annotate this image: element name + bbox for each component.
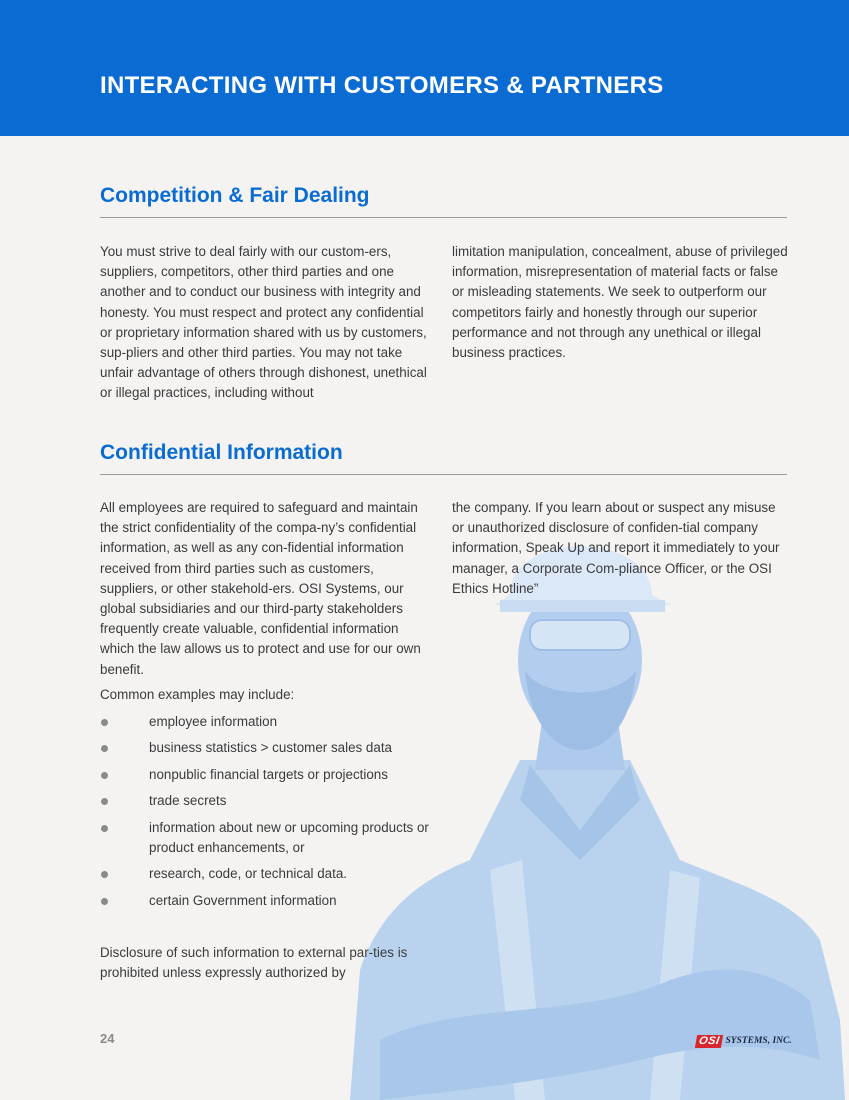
list-item: certain Government information bbox=[100, 891, 440, 911]
section-divider bbox=[100, 217, 787, 218]
confidential-text-right: the company. If you learn about or suspect any misuse or unauthorized disclosure of confiden-tial company information, Speak Up and report it immediately to your manager, a Corporate Com-pliance Officer, or the OSI Ethics Hotline” bbox=[452, 500, 780, 596]
bullet-icon bbox=[101, 871, 108, 878]
confidential-closing-text: Disclosure of such information to external par-ties is prohibited unless expressly authorized by bbox=[100, 945, 408, 981]
bullet-icon bbox=[101, 772, 108, 779]
list-item: research, code, or technical data. bbox=[100, 864, 440, 884]
bullet-icon bbox=[101, 898, 108, 905]
list-item: trade secrets bbox=[100, 791, 440, 811]
competition-text-left: You must strive to deal fairly with our custom-ers, suppliers, competitors, other third parties and one another and to conduct our business with integrity and honesty. You must respect and protect any confidential or proprietary information shared with us by customers, sup-pliers and other third parties. You may not take unfair advantage of others through dishonest, unethical or illegal practices, including without bbox=[100, 244, 427, 401]
bullet-icon bbox=[101, 745, 108, 752]
logo-text: SYSTEMS, INC. bbox=[725, 1036, 792, 1046]
competition-text-right: limitation manipulation, concealment, abuse of privileged information, misrepresentation of material facts or false or misleading statements. We seek to outperform our competitors fairly and honestly through our superior performance and not through any unethical or illegal business practices. bbox=[452, 244, 788, 361]
section-title-confidential: Confidential Information bbox=[100, 441, 343, 464]
section-title-competition: Competition & Fair Dealing bbox=[100, 184, 370, 207]
confidential-text-left: All employees are required to safeguard and maintain the strict confidentiality of the compa-ny’s confidential information, as well as any con-fidential information received from third parties such as customers, suppliers, or other stakehold-ers. OSI Systems, our global subsidiaries and our third-party stakeholders frequently create valuable, confidential information which the law allows us to protect and use for our own benefit. bbox=[100, 500, 421, 677]
list-item: information about new or upcoming products or product enhancements, or bbox=[100, 818, 440, 858]
list-item: business statistics > customer sales data bbox=[100, 738, 440, 758]
examples-list bbox=[100, 712, 440, 917]
page-number: 24 bbox=[100, 1031, 115, 1046]
company-logo bbox=[696, 1034, 792, 1048]
list-item: employee information bbox=[100, 712, 440, 732]
bullet-icon bbox=[101, 719, 108, 726]
list-item: nonpublic financial targets or projections bbox=[100, 765, 440, 785]
section-divider bbox=[100, 474, 787, 475]
page-header bbox=[0, 0, 849, 136]
examples-intro: Common examples may include: bbox=[100, 687, 295, 702]
page-title: INTERACTING WITH CUSTOMERS & PARTNERS bbox=[100, 72, 664, 99]
bullet-icon bbox=[101, 798, 108, 805]
bullet-icon bbox=[101, 825, 108, 832]
logo-mark: OSI bbox=[695, 1035, 724, 1048]
